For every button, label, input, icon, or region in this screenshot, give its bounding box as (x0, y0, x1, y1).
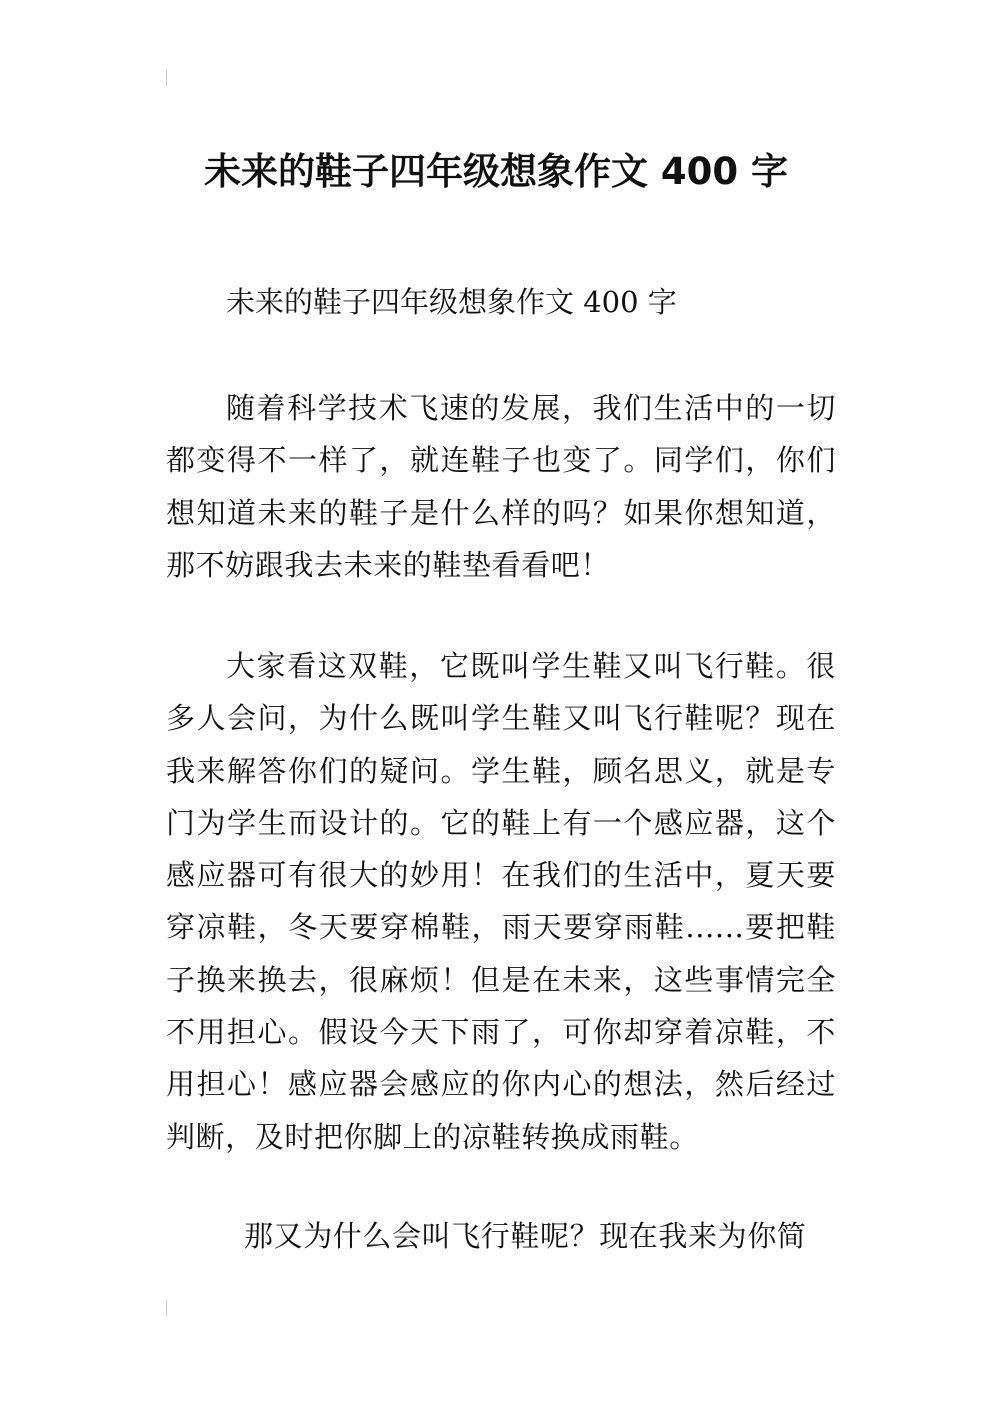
paragraph-1: 随着科学技术飞速的发展，我们生活中的一切都变得不一样了，就连鞋子也变了。同学们，你们想知道未来的鞋子是什么样的吗？如果你想知道，那不妨跟我去未来的鞋垫看看吧！ (166, 391, 836, 582)
crop-mark-top (166, 70, 167, 86)
paragraph-3: 那又为什么会叫飞行鞋呢？现在我来为你简 (244, 1219, 807, 1253)
crop-mark-bottom (166, 1300, 167, 1316)
document-subtitle: 未来的鞋子四年级想象作文 400 字 (226, 285, 677, 319)
document-title: 未来的鞋子四年级想象作文 400 字 (204, 149, 788, 193)
paragraph-2: 大家看这双鞋，它既叫学生鞋又叫飞行鞋。很多人会问，为什么既叫学生鞋又叫飞行鞋呢？现在我来解答你们的疑问。学生鞋，顾名思义，就是专门为学生而设计的。它的鞋上有一个感应器，这个感应器可有很大的妙用！在我们的生活中，夏天要穿凉鞋，冬天要穿棉鞋，雨天要穿雨鞋......要把鞋子换来换去，很麻烦！但是在未来，这些事情完全不用担心。假设今天下雨了，可你却穿着凉鞋，不用担心！感应器会感应的你内心的想法，然后经过判断，及时把你脚上的凉鞋转换成雨鞋。 (166, 649, 836, 1154)
